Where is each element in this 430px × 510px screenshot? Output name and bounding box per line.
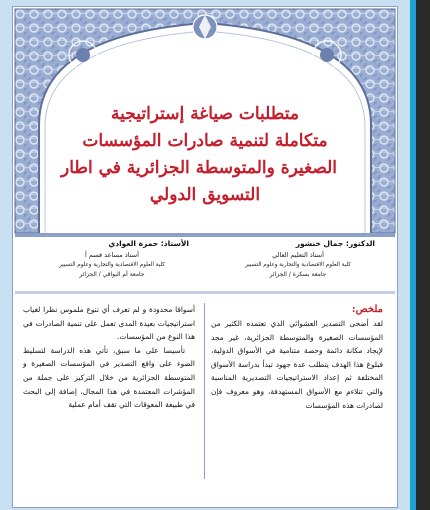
title-line-4: التسويق الدولي bbox=[149, 185, 261, 205]
paper-frame bbox=[12, 6, 398, 508]
author-second-college: كلية العلوم الاقتصادية والتجارية وعلوم التسيير bbox=[59, 262, 165, 268]
keystone-ornament bbox=[193, 15, 217, 39]
author-second-university: جامعة أم البواقي / الجزائر bbox=[79, 271, 145, 278]
author-second-name: الأستاذ: حمزة العوادي bbox=[108, 239, 189, 248]
title-line-2: متكاملة لتنمية صادرات المؤسسات bbox=[82, 131, 328, 151]
author-first-university: جامعة بسكرة / الجزائر bbox=[269, 271, 327, 278]
column-divider bbox=[204, 303, 205, 479]
abstract-paragraph-2: أسواقا محدودة و لم تعرف أي تنوع ملموس نظرا لغياب استراتيجيات بعيدة المدى تعمل على تنمية الصادرات في هذا النوع من المؤسسات. bbox=[23, 305, 195, 342]
author-second bbox=[27, 239, 197, 278]
author-first-name: الدكتور: جمال خنشور bbox=[295, 239, 375, 248]
abstract-label: ملخص: bbox=[351, 304, 383, 315]
paper-title bbox=[61, 101, 337, 209]
title-line-1: متطلبات صياغة إستراتيجية bbox=[111, 104, 299, 124]
authors-block bbox=[27, 239, 383, 291]
title-line-3: الصغيرة والمتوسطة الجزائرية في اطار bbox=[61, 158, 337, 178]
author-first bbox=[213, 239, 383, 278]
abstract-right-column bbox=[211, 303, 383, 412]
author-second-rank: أستاذ مساعد قسم أ bbox=[85, 251, 139, 259]
author-first-rank: أستاذ التعليم العالي bbox=[272, 251, 324, 259]
viewer-scrollbar-area[interactable] bbox=[416, 0, 430, 510]
abstract-left-column bbox=[23, 303, 195, 412]
abstract-paragraph-3: تأسيسا على ما سبق، تأتي هذه الدراسة لتسليط الضوء على واقع التصدير في المؤسسات الصغيرة و المتوسطة الجزائرية من خلال التركيز على جملة من المؤشرات المعتمدة في هذا المجال، إضافة إلى البحث في طبيعة المعوقات التي تقف أمام عملية bbox=[23, 345, 195, 410]
author-first-college: كلية العلوم الاقتصادية والتجارية وعلوم التسيير bbox=[245, 262, 351, 268]
abstract-paragraph-1: لقد أضحى التصدير العشوائي الذي تعتمده الكثير من المؤسسات الصغيرة والمتوسطة الجزائرية، غير مجد لإيجاد مكانة دائمة وحصة متنامية في الأسواق الدولية، فبلوغ هذا الهدف يتطلب عدة جهود تبدأ بدراسة الأسواق المختلفة ثم إعداد الاستراتيجيات التصديرية المناسبة والتي تتلاءم مع الأسواق المستهدفة، وهو معروف فإن لصادرات هذه المؤسسات bbox=[211, 319, 383, 410]
